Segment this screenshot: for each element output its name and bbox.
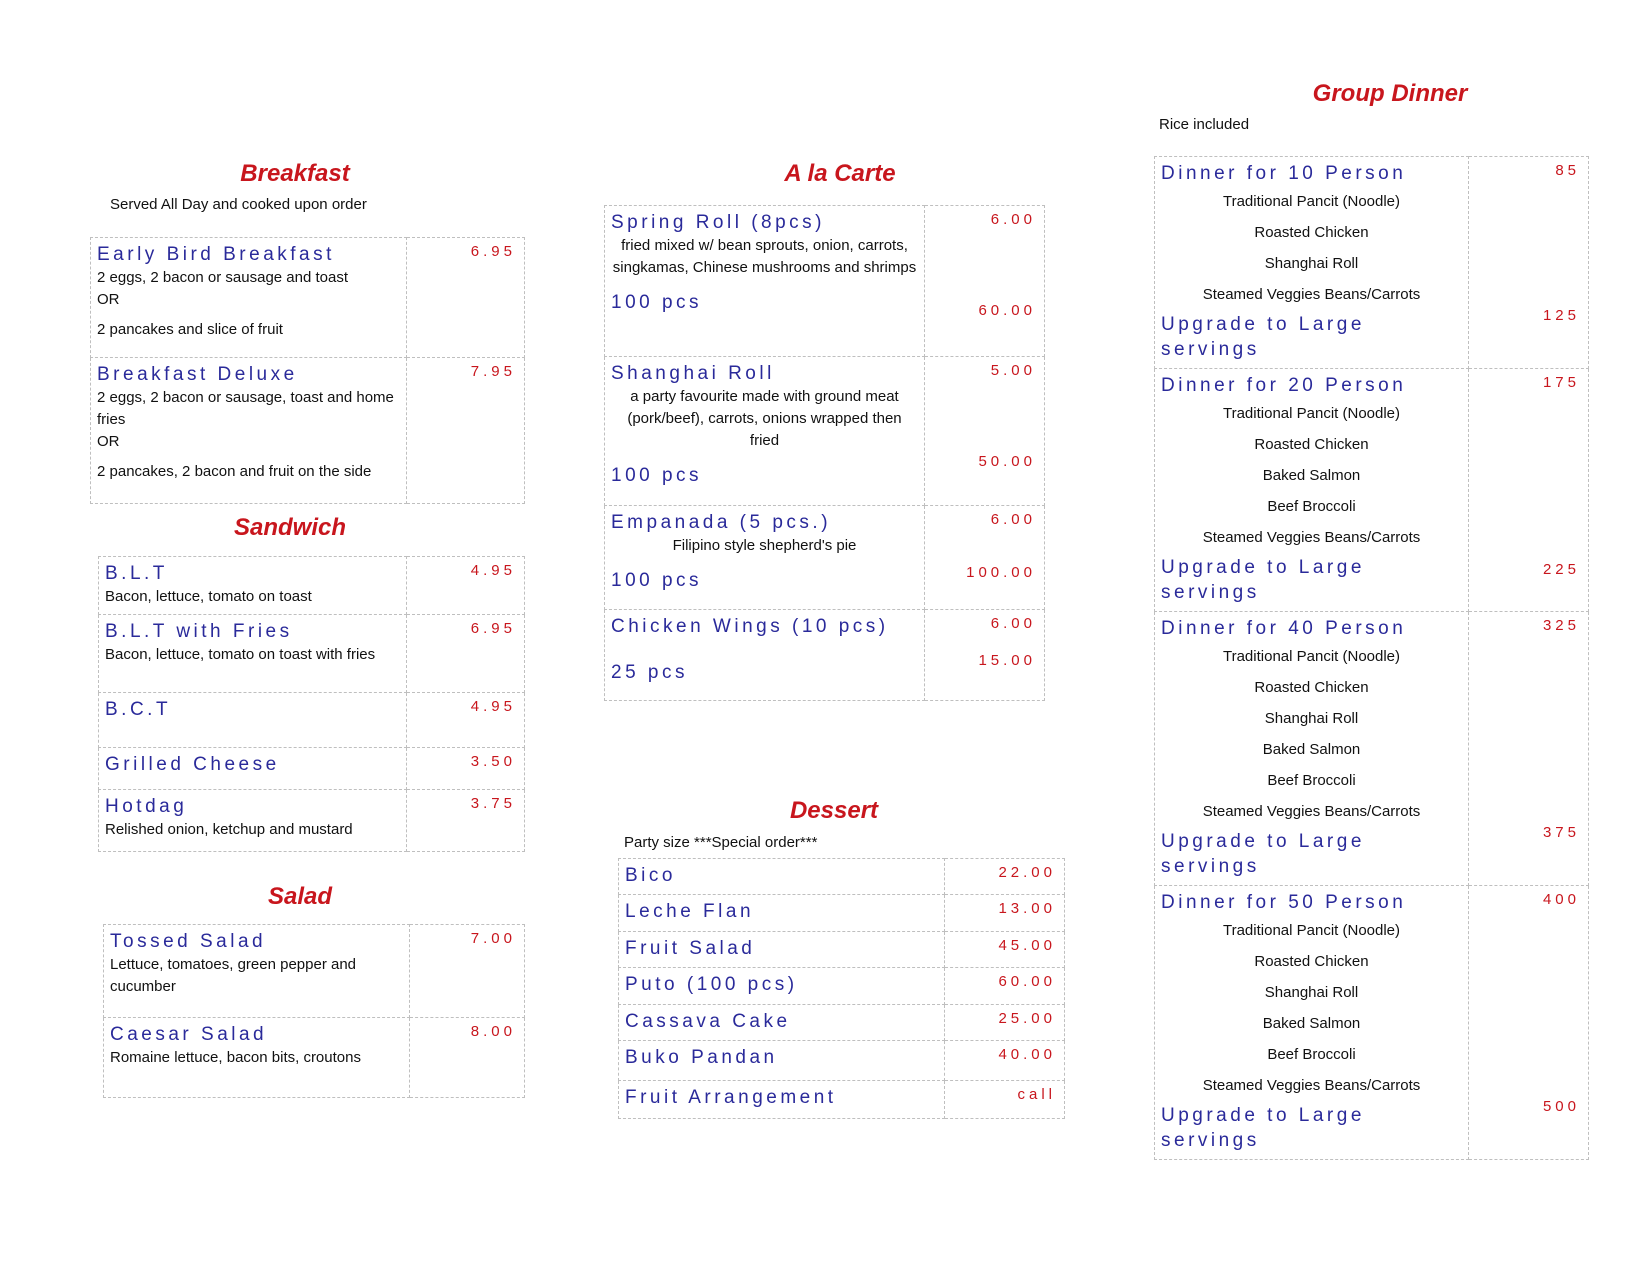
breakfast-subtitle: Served All Day and cooked upon order bbox=[110, 196, 367, 213]
item-bulk-price: 60.00 bbox=[978, 302, 1036, 319]
dish-line: Roasted Chicken bbox=[1254, 679, 1369, 696]
item-name: Buko Pandan bbox=[625, 1047, 778, 1068]
group-dinner-table bbox=[1154, 156, 1589, 1160]
dish-line: Steamed Veggies Beans/Carrots bbox=[1202, 286, 1421, 303]
item-desc-line: OR bbox=[97, 433, 120, 450]
item-price: 45.00 bbox=[945, 932, 1065, 968]
item-desc: Lettuce, tomatoes, green pepper and cucumber bbox=[110, 956, 357, 995]
salad-title: Salad bbox=[267, 883, 333, 910]
dessert-title: Dessert bbox=[789, 797, 879, 824]
item-name: Dinner for 50 Person bbox=[1161, 892, 1407, 913]
item-price: 6.00 bbox=[990, 615, 1036, 632]
item-desc: fried mixed w/ bean sprouts, onion, carrots, singkamas, Chinese mushrooms and shrimps bbox=[612, 237, 917, 276]
item-desc: a party favourite made with ground meat (pork/beef), carrots, onions wrapped then fried bbox=[627, 388, 902, 449]
dish-line: Shanghai Roll bbox=[1264, 984, 1359, 1001]
group-dinner-title: Group Dinner bbox=[1312, 80, 1468, 107]
menu-item-fruit-arrangement bbox=[619, 1081, 1065, 1119]
menu-item-shanghai-roll bbox=[605, 357, 1045, 506]
item-name: Dinner for 10 Person bbox=[1161, 163, 1407, 184]
dish-line: Roasted Chicken bbox=[1254, 224, 1369, 241]
menu-item-dinner-50 bbox=[1155, 886, 1589, 1160]
dish-line: Shanghai Roll bbox=[1264, 710, 1359, 727]
item-price: 3.75 bbox=[407, 790, 525, 852]
item-price: 22.00 bbox=[945, 859, 1065, 895]
item-price: 5.00 bbox=[990, 362, 1036, 379]
item-bulk-price: 15.00 bbox=[978, 652, 1036, 669]
menu-item-breakfast-deluxe bbox=[91, 358, 525, 504]
dish-line: Traditional Pancit (Noodle) bbox=[1222, 922, 1401, 939]
breakfast-table bbox=[90, 237, 525, 504]
alacarte-title: A la Carte bbox=[784, 160, 896, 187]
item-desc-line: 2 eggs, 2 bacon or sausage, toast and home fries bbox=[97, 389, 394, 428]
item-name: Dinner for 20 Person bbox=[1161, 375, 1407, 396]
menu-item-buko-pandan bbox=[619, 1041, 1065, 1081]
upgrade-price: 500 bbox=[1542, 1098, 1580, 1115]
item-desc-line: 2 eggs, 2 bacon or sausage and toast bbox=[97, 269, 349, 286]
item-desc-line: OR bbox=[97, 291, 120, 308]
item-price: call bbox=[945, 1081, 1065, 1119]
item-name: B.C.T bbox=[105, 699, 172, 720]
item-name: B.L.T with Fries bbox=[105, 621, 293, 642]
item-price: 4.95 bbox=[407, 693, 525, 748]
item-bulk-price: 50.00 bbox=[978, 453, 1036, 470]
upgrade-price: 125 bbox=[1542, 307, 1580, 324]
dish-line: Steamed Veggies Beans/Carrots bbox=[1202, 529, 1421, 546]
item-name: Puto (100 pcs) bbox=[625, 974, 798, 995]
item-price: 25.00 bbox=[945, 1005, 1065, 1041]
menu-item-cassava-cake bbox=[619, 1005, 1065, 1041]
item-name: Caesar Salad bbox=[110, 1024, 268, 1045]
menu-item-bct bbox=[99, 693, 525, 748]
group-dinner-subtitle: Rice included bbox=[1159, 116, 1250, 133]
item-bulk-price: 100.00 bbox=[966, 564, 1036, 581]
menu-item-blt bbox=[99, 557, 525, 615]
salad-table bbox=[103, 924, 525, 1098]
dish-line: Steamed Veggies Beans/Carrots bbox=[1202, 1077, 1421, 1094]
menu-item-dinner-20 bbox=[1155, 369, 1589, 612]
dish-line: Traditional Pancit (Noodle) bbox=[1222, 648, 1401, 665]
item-price: 8.00 bbox=[410, 1018, 525, 1098]
item-name: Hotdag bbox=[105, 796, 188, 817]
item-price: 40.00 bbox=[945, 1041, 1065, 1081]
sandwich-table bbox=[98, 556, 525, 852]
item-price: 7.95 bbox=[407, 358, 525, 504]
item-name: B.L.T bbox=[105, 563, 168, 584]
item-name: Leche Flan bbox=[625, 901, 755, 922]
item-name: Spring Roll (8pcs) bbox=[611, 212, 825, 233]
item-price: 7.00 bbox=[410, 925, 525, 1018]
dessert-subtitle: Party size ***Special order*** bbox=[624, 834, 818, 851]
item-name: Shanghai Roll bbox=[611, 363, 775, 384]
dish-line: Shanghai Roll bbox=[1264, 255, 1359, 272]
item-price: 6.00 bbox=[990, 511, 1036, 528]
menu-item-tossed-salad bbox=[104, 925, 525, 1018]
item-name: Grilled Cheese bbox=[105, 754, 280, 775]
item-name: Fruit Arrangement bbox=[625, 1087, 837, 1108]
item-price: 175 bbox=[1542, 374, 1580, 391]
dish-line: Beef Broccoli bbox=[1267, 498, 1356, 515]
item-desc: Relished onion, ketchup and mustard bbox=[105, 821, 353, 838]
sandwich-title: Sandwich bbox=[233, 514, 347, 541]
menu-item-bico bbox=[619, 859, 1065, 895]
dish-line: Baked Salmon bbox=[1262, 741, 1361, 758]
menu-item-chicken-wings bbox=[605, 610, 1045, 701]
item-name: Fruit Salad bbox=[625, 938, 756, 959]
item-desc: Romaine lettuce, bacon bits, croutons bbox=[110, 1049, 361, 1066]
alacarte-table bbox=[604, 205, 1045, 701]
menu-item-dinner-40 bbox=[1155, 612, 1589, 886]
dish-line: Beef Broccoli bbox=[1267, 1046, 1356, 1063]
item-desc-line: 2 pancakes and slice of fruit bbox=[97, 321, 283, 338]
dish-line: Roasted Chicken bbox=[1254, 436, 1369, 453]
upgrade-label: Upgrade to Large servings bbox=[1161, 1105, 1365, 1151]
item-name: Early Bird Breakfast bbox=[97, 244, 335, 265]
item-bulk-quantity: 100 pcs bbox=[611, 292, 703, 313]
item-desc: Bacon, lettuce, tomato on toast bbox=[105, 588, 312, 605]
menu-item-spring-roll bbox=[605, 206, 1045, 357]
item-name: Tossed Salad bbox=[110, 931, 267, 952]
item-price: 60.00 bbox=[945, 968, 1065, 1005]
dish-line: Beef Broccoli bbox=[1267, 772, 1356, 789]
upgrade-label: Upgrade to Large servings bbox=[1161, 314, 1365, 360]
menu-item-dinner-10 bbox=[1155, 157, 1589, 369]
dish-line: Baked Salmon bbox=[1262, 467, 1361, 484]
breakfast-title: Breakfast bbox=[240, 160, 350, 187]
upgrade-price: 375 bbox=[1542, 824, 1580, 841]
dish-line: Roasted Chicken bbox=[1254, 953, 1369, 970]
menu-item-fruit-salad bbox=[619, 932, 1065, 968]
item-name: Chicken Wings (10 pcs) bbox=[611, 616, 889, 637]
item-name: Bico bbox=[625, 865, 676, 886]
upgrade-label: Upgrade to Large servings bbox=[1161, 557, 1365, 603]
menu-item-empanada bbox=[605, 506, 1045, 610]
menu-item-blt-with-fries bbox=[99, 615, 525, 693]
item-desc: Bacon, lettuce, tomato on toast with fries bbox=[105, 646, 376, 663]
menu-item-grilled-cheese bbox=[99, 748, 525, 790]
item-name: Breakfast Deluxe bbox=[97, 364, 298, 385]
item-bulk-quantity: 100 pcs bbox=[611, 570, 703, 591]
item-name: Empanada (5 pcs.) bbox=[611, 512, 832, 533]
menu-item-hotdag bbox=[99, 790, 525, 852]
item-price: 85 bbox=[1555, 162, 1580, 179]
upgrade-price: 225 bbox=[1542, 561, 1580, 578]
item-name: Dinner for 40 Person bbox=[1161, 618, 1407, 639]
upgrade-label: Upgrade to Large servings bbox=[1161, 831, 1365, 877]
item-bulk-quantity: 100 pcs bbox=[611, 465, 703, 486]
dish-line: Baked Salmon bbox=[1262, 1015, 1361, 1032]
dish-line: Traditional Pancit (Noodle) bbox=[1222, 405, 1401, 422]
dish-line: Steamed Veggies Beans/Carrots bbox=[1202, 803, 1421, 820]
dish-line: Traditional Pancit (Noodle) bbox=[1222, 193, 1401, 210]
menu-item-leche-flan bbox=[619, 895, 1065, 932]
dessert-table bbox=[618, 858, 1065, 1119]
item-price: 6.95 bbox=[407, 615, 525, 693]
item-price: 400 bbox=[1542, 891, 1580, 908]
menu-item-early-bird-breakfast bbox=[91, 238, 525, 358]
menu-item-caesar-salad bbox=[104, 1018, 525, 1098]
item-price: 6.95 bbox=[407, 238, 525, 358]
item-price: 325 bbox=[1542, 617, 1580, 634]
item-price: 13.00 bbox=[945, 895, 1065, 932]
item-name: Cassava Cake bbox=[625, 1011, 791, 1032]
item-desc-line: 2 pancakes, 2 bacon and fruit on the side bbox=[97, 463, 372, 480]
item-price: 4.95 bbox=[407, 557, 525, 615]
item-price: 3.50 bbox=[407, 748, 525, 790]
item-bulk-quantity: 25 pcs bbox=[611, 662, 688, 683]
menu-item-puto bbox=[619, 968, 1065, 1005]
item-desc: Filipino style shepherd's pie bbox=[672, 537, 857, 554]
item-price: 6.00 bbox=[990, 211, 1036, 228]
